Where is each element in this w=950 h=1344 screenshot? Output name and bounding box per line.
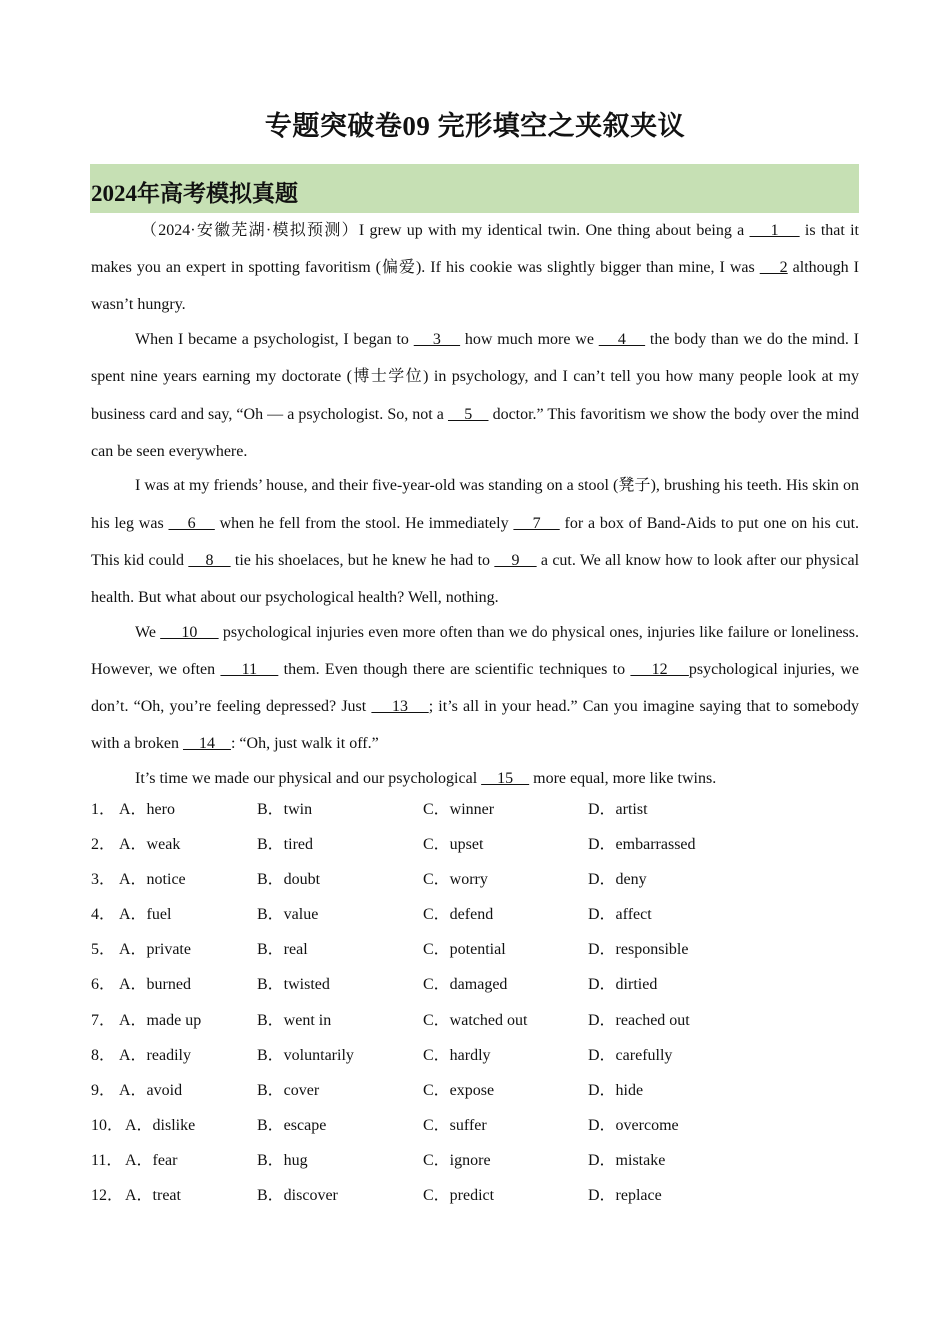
question-number: 11． bbox=[91, 1151, 123, 1169]
cloze-passage bbox=[91, 212, 859, 795]
paragraph-2 bbox=[91, 321, 859, 470]
text: ; it’s all in your head.” Can you imagine saying that to somebody with a broken bbox=[91, 698, 860, 753]
option-b: B．twin bbox=[257, 801, 313, 818]
option-b: B．escape bbox=[257, 1116, 327, 1134]
paragraph-4 bbox=[91, 614, 859, 763]
option-a: A．dislike bbox=[125, 1116, 196, 1134]
option-c: C．ignore bbox=[423, 1151, 491, 1169]
answer-options bbox=[91, 792, 859, 1213]
option-c: C．winner bbox=[423, 801, 495, 818]
blank-4: 4 bbox=[598, 331, 646, 349]
question-number: 6． bbox=[91, 976, 116, 994]
option-a: A．burned bbox=[119, 976, 191, 994]
option-b: B．real bbox=[257, 941, 308, 959]
text: how much more we bbox=[460, 331, 599, 349]
blank-1: 1 bbox=[749, 222, 800, 239]
option-b: B．cover bbox=[257, 1081, 320, 1099]
question-number: 5． bbox=[91, 941, 116, 959]
option-c: C．upset bbox=[423, 836, 484, 854]
option-row bbox=[91, 1073, 859, 1108]
option-a: A．treat bbox=[125, 1187, 181, 1205]
option-a: A．notice bbox=[119, 871, 186, 889]
option-row bbox=[91, 932, 859, 967]
text: them. Even though there are scientific techniques to bbox=[278, 660, 631, 678]
option-c: C．worry bbox=[423, 871, 488, 889]
text: psychological injuries even more often than we do physical ones, injuries like failure or loneliness. However, we often bbox=[91, 623, 860, 678]
text: It’s time we made our physical and our psychological bbox=[135, 770, 482, 788]
option-d: D．hide bbox=[588, 1081, 644, 1099]
option-d: D．embarrassed bbox=[588, 836, 696, 854]
option-row bbox=[91, 1003, 859, 1038]
blank-12: 12 bbox=[630, 660, 689, 678]
text: for a box of Band-Aids to put one on his cut. This kid could bbox=[91, 514, 860, 569]
option-a: A．fear bbox=[125, 1151, 178, 1169]
option-a: A．fuel bbox=[119, 906, 172, 924]
option-b: B．twisted bbox=[257, 976, 330, 994]
text: is that it makes you an expert in spotting favoritism (偏爱). If his cookie was slightly bigger than mine, I was bbox=[91, 222, 859, 277]
option-a: A．weak bbox=[119, 836, 181, 854]
option-c: C．defend bbox=[423, 906, 494, 924]
text: a cut. We all know how to look after our physical health. But what about our psychological health? Well, nothing. bbox=[91, 551, 860, 607]
paragraph-1 bbox=[91, 212, 859, 324]
option-row bbox=[91, 897, 859, 932]
option-c: C．suffer bbox=[423, 1116, 487, 1134]
option-row bbox=[91, 827, 859, 862]
option-b: B．doubt bbox=[257, 871, 321, 889]
blank-15: 15 bbox=[481, 770, 530, 788]
text: doctor.” This favoritism we show the body over the mind can be seen everywhere. bbox=[91, 405, 860, 460]
text: the body than we do the mind. I spent nine years earning my doctorate (博士学位) in psychology, and I can’t tell you how many people look at my business card and say, “Oh — a psychologist. So, not a bbox=[91, 331, 859, 423]
question-number: 8． bbox=[91, 1046, 116, 1064]
option-c: C．potential bbox=[423, 941, 506, 959]
option-b: B．tired bbox=[257, 836, 313, 854]
blank-3: 3 bbox=[413, 331, 461, 349]
blank-14: 14 bbox=[182, 735, 231, 753]
option-a: A．made up bbox=[119, 1011, 202, 1029]
blank-9: 9 bbox=[494, 551, 537, 569]
option-c: C．watched out bbox=[423, 1011, 528, 1029]
option-row bbox=[91, 1038, 859, 1073]
option-d: D．overcome bbox=[588, 1116, 679, 1134]
blank-10: 10 bbox=[160, 623, 219, 641]
option-c: C．expose bbox=[423, 1081, 495, 1099]
option-a: A．readily bbox=[119, 1046, 191, 1064]
text: When I became a psychologist, I began to bbox=[135, 331, 414, 349]
question-number: 4． bbox=[91, 906, 116, 924]
text: （2024·安徽芜湖·模拟预测）I grew up with my identical twin. One thing about being a bbox=[141, 222, 750, 239]
text: although I wasn’t hungry. bbox=[91, 259, 859, 314]
text: : “Oh, just walk it off.” bbox=[230, 735, 379, 753]
option-d: D．reached out bbox=[588, 1011, 690, 1029]
option-b: B．hug bbox=[257, 1151, 308, 1169]
option-d: D．replace bbox=[588, 1187, 662, 1205]
option-row bbox=[91, 862, 859, 897]
option-row bbox=[91, 1143, 859, 1178]
text: more equal, more like twins. bbox=[529, 770, 717, 788]
blank-2: 2 bbox=[759, 259, 788, 277]
question-number: 2． bbox=[91, 836, 116, 854]
option-c: C．hardly bbox=[423, 1046, 491, 1064]
option-a: A．private bbox=[119, 941, 191, 959]
option-row bbox=[91, 1108, 859, 1143]
blank-5: 5 bbox=[447, 405, 489, 423]
option-d: D．affect bbox=[588, 906, 652, 924]
blank-6: 6 bbox=[168, 514, 215, 532]
option-d: D．mistake bbox=[588, 1151, 666, 1169]
text: tie his shoelaces, but he knew he had to bbox=[230, 551, 495, 569]
question-number: 12． bbox=[91, 1187, 124, 1205]
question-number: 10． bbox=[91, 1116, 124, 1134]
text: psychological injuries, we don’t. “Oh, you’re feeling depressed? Just bbox=[91, 660, 860, 716]
option-row bbox=[91, 1178, 859, 1213]
option-d: D．carefully bbox=[588, 1046, 673, 1064]
option-b: B．went in bbox=[257, 1011, 332, 1029]
text: We bbox=[135, 623, 161, 641]
question-number: 9． bbox=[91, 1081, 116, 1099]
option-b: B．voluntarily bbox=[257, 1046, 354, 1064]
option-row bbox=[91, 967, 859, 1002]
blank-8: 8 bbox=[188, 551, 231, 569]
option-c: C．predict bbox=[423, 1187, 495, 1205]
option-c: C．damaged bbox=[423, 976, 508, 994]
text: I was at my friends’ house, and their five-year-old was standing on a stool (凳子), brushing his teeth. His skin on his leg was bbox=[91, 477, 859, 532]
blank-11: 11 bbox=[220, 660, 279, 678]
option-d: D．deny bbox=[588, 871, 647, 889]
page-title: 专题突破卷09 完形填空之夹叙夹议 bbox=[264, 111, 686, 141]
option-b: B．value bbox=[257, 906, 319, 924]
option-d: D．responsible bbox=[588, 941, 689, 959]
text: when he fell from the stool. He immediately bbox=[214, 514, 514, 532]
option-b: B．discover bbox=[257, 1187, 338, 1205]
blank-13: 13 bbox=[371, 698, 429, 716]
section-heading: 2024年高考模拟真题 bbox=[90, 164, 859, 213]
option-a: A．hero bbox=[119, 801, 175, 818]
option-a: A．avoid bbox=[119, 1081, 183, 1099]
question-number: 7． bbox=[91, 1011, 116, 1029]
blank-7: 7 bbox=[513, 514, 560, 532]
option-d: D．artist bbox=[588, 801, 648, 818]
paragraph-3 bbox=[91, 467, 859, 616]
option-d: D．dirtied bbox=[588, 976, 658, 994]
option-row bbox=[91, 792, 859, 827]
question-number: 3． bbox=[91, 871, 116, 889]
question-number: 1． bbox=[91, 801, 116, 818]
